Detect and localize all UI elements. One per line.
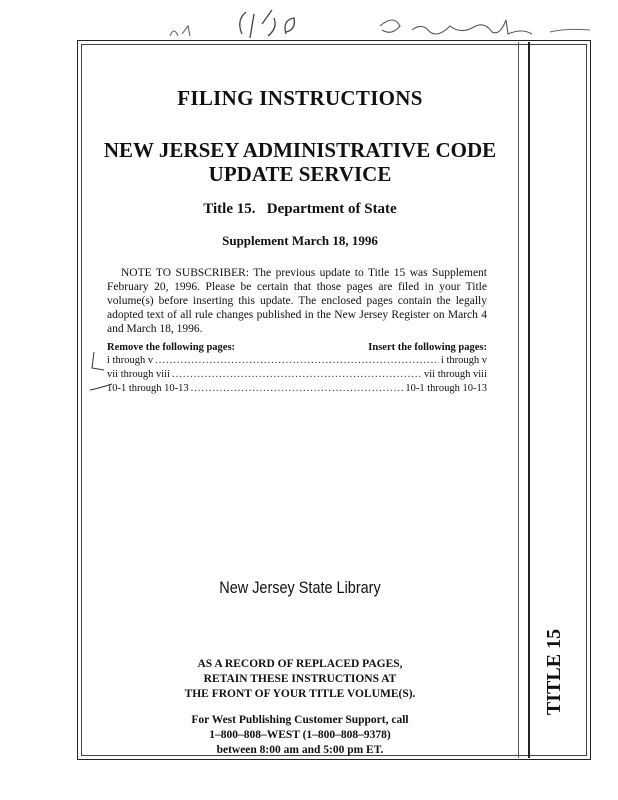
remove-pages: i through v (107, 355, 154, 366)
record-line-3: THE FRONT OF YOUR TITLE VOLUME(S). (184, 688, 416, 700)
side-tab-title: TITLE 15 (543, 628, 565, 716)
handwritten-annotation (150, 4, 600, 44)
support-hours: between 8:00 am and 5:00 pm ET. (216, 744, 384, 756)
page-row (107, 383, 487, 394)
support-line-1: For West Publishing Customer Support, call (191, 714, 409, 726)
insert-pages: 10-1 through 10-13 (405, 383, 487, 394)
page-row (107, 355, 487, 366)
record-instructions (150, 657, 450, 702)
record-line-2: RETAIN THESE INSTRUCTIONS AT (203, 673, 397, 685)
leader-dots (172, 369, 422, 380)
code-name (90, 138, 510, 186)
insert-pages: i through v (440, 355, 487, 366)
insert-header: Insert the following pages: (368, 342, 487, 353)
page-table-header (107, 342, 487, 353)
support-phone: 1–800–808–WEST (1–800–808–9378) (209, 729, 391, 741)
leader-dots (155, 355, 439, 366)
page-row (107, 369, 487, 380)
handwritten-checkmarks (88, 350, 118, 400)
remove-pages: vii through viii (107, 369, 170, 380)
library-stamp: New Jersey State Library (219, 578, 381, 597)
tab-divider-inner (518, 42, 519, 758)
customer-support (150, 713, 450, 758)
insert-pages: vii through viii (424, 369, 487, 380)
record-line-1: AS A RECORD OF REPLACED PAGES, (197, 658, 403, 670)
title-department: Title 15. Department of State (203, 201, 397, 217)
leader-dots (191, 383, 404, 394)
code-name-line-2: UPDATE SERVICE (208, 162, 392, 186)
supplement-date: Supplement March 18, 1996 (222, 233, 378, 248)
remove-header: Remove the following pages: (107, 342, 236, 353)
code-name-line-1: NEW JERSEY ADMINISTRATIVE CODE (103, 138, 497, 162)
tab-divider (528, 42, 530, 758)
remove-pages: 10-1 through 10-13 (107, 383, 189, 394)
note-to-subscriber: NOTE TO SUBSCRIBER: The previous update to Title 15 was Supplement February 20, 1996. Please be certain that those pages are filed in your Title volume(s) before inserting this update. The enclosed pages contain the legally adopted text of all rule changes published in the New Jersey Register on March 4 and March 18, 1996. (107, 267, 487, 335)
page-title: FILING INSTRUCTIONS (177, 86, 423, 110)
